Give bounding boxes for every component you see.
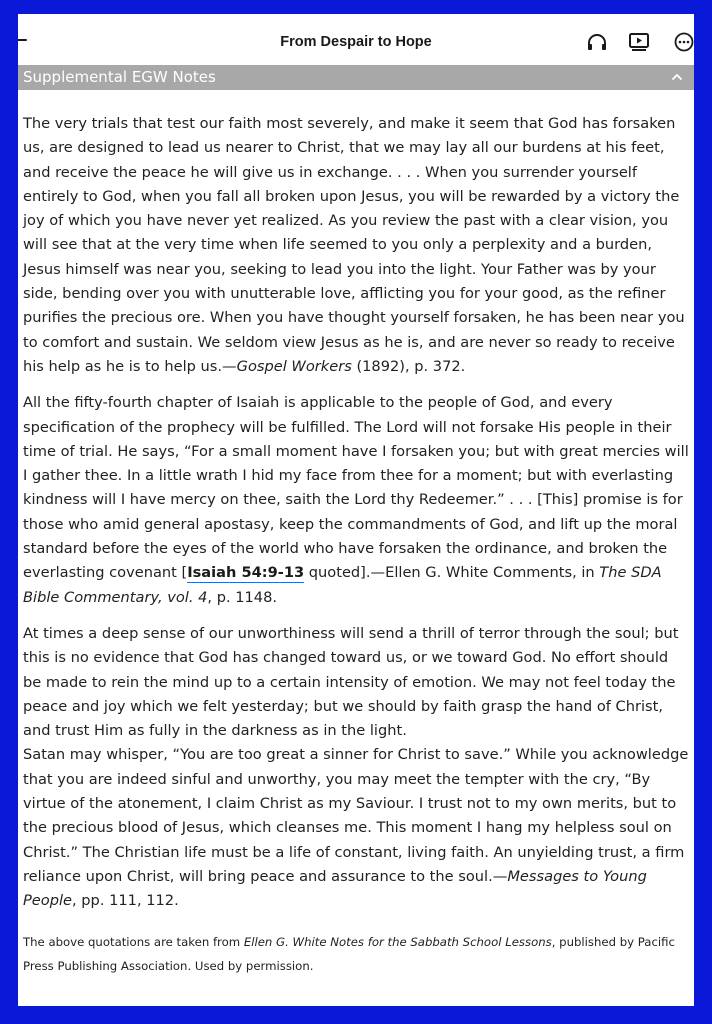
section-title: Supplemental EGW Notes	[23, 68, 216, 86]
paragraph-1: The very trials that test our faith most severely, and make it seem that God has forsaken us, are designed to lead us nearer to Christ, that we may lay all our burdens at his feet, and receive the peace he will give us in exchange. . . . When you surrender yourself entirely to God, when you fall all broken upon Jesus, you will be rewarded by a victory the joy of which you have never yet realized. As you review the past with a clear vision, you will see that at the very time when life seemed to you only a perplexity and a burden, Jesus himself was near you, seeking to lead you into the light. Your Father was by your side, bending over you with unutterable love, afflicting you for your good, as the refiner purifies the precious ore. When you have thought yourself forsaken, he has been near you to comfort and sustain. We seldom view Jesus as he is, and are never so ready to receive his help as he is to help us.—Gospel Workers (1892), p. 372.	[23, 115, 685, 375]
play-video-icon[interactable]	[628, 32, 650, 52]
credits-note: The above quotations are taken from Ellen G. White Notes for the Sabbath School Lessons, published by Pacific Press Publishing Association. Used by permission.	[23, 934, 675, 973]
source-citation: Gospel Workers	[236, 357, 352, 375]
paragraph-3: At times a deep sense of our unworthiness will send a thrill of terror through the soul; but this is no evidence that God has changed toward us, or we toward God. No effort should be made to rein the mind up to a certain intensity of emotion. We may not feel today the peace and joy which we felt yesterday; but we should by faith grasp the hand of Christ, and trust Him as fully in the darkness as in the light. Satan may whisper, “You are too great a sinner for Christ to save.” While you acknowledge that you are indeed sinful and unworthy, you may meet the tempter with the cry, “By virtue of the atonement, I claim Christ as my Saviour. I trust not to my own merits, but to the precious blood of Jesus, which cleanses me. This moment I hang my helpless soul on Christ.” The Christian life must be a life of constant, living faith. An unyielding trust, a firm reliance upon Christ, will bring peace and assurance to the soul.—Messages to Young People, pp. 111, 112.	[23, 624, 689, 910]
scripture-link[interactable]: Isaiah 54:9-13	[187, 564, 305, 582]
app-screen	[18, 14, 694, 1006]
source-citation: Messages to Young People	[23, 867, 647, 910]
chevron-up-icon[interactable]	[670, 71, 684, 83]
more-options-icon[interactable]	[673, 32, 694, 52]
section-header[interactable]	[18, 65, 694, 90]
top-bar	[18, 14, 694, 64]
paragraph-2: All the fifty-fourth chapter of Isaiah is applicable to the people of God, and every specification of the prophecy will be fulfilled. The Lord will not forsake His people in their time of trial. He says, “For a small moment have I forsaken you; but with great mercies will I gather thee. In a little wrath I hid my face from thee for a moment; but with everlasting kindness will I have mercy on thee, saith the Lord thy Redeemer.” . . . [This] promise is for those who amid general apostasy, keep the commandments of God, and lift up the moral standard before the eyes of the world who have forsaken the ordinance, and broken the everlasting covenant [Isaiah 54:9-13 quoted].—Ellen G. White Comments, in The SDA Bible Commentary, vol. 4, p. 1148.	[23, 394, 689, 606]
source-citation: The SDA Bible Commentary, vol. 4	[23, 564, 662, 606]
credits-source: Ellen G. White Notes for the Sabbath School Lessons	[243, 934, 552, 949]
page-title: From Despair to Hope	[280, 34, 432, 50]
notes-content	[23, 112, 689, 978]
headphones-icon[interactable]	[586, 32, 608, 52]
